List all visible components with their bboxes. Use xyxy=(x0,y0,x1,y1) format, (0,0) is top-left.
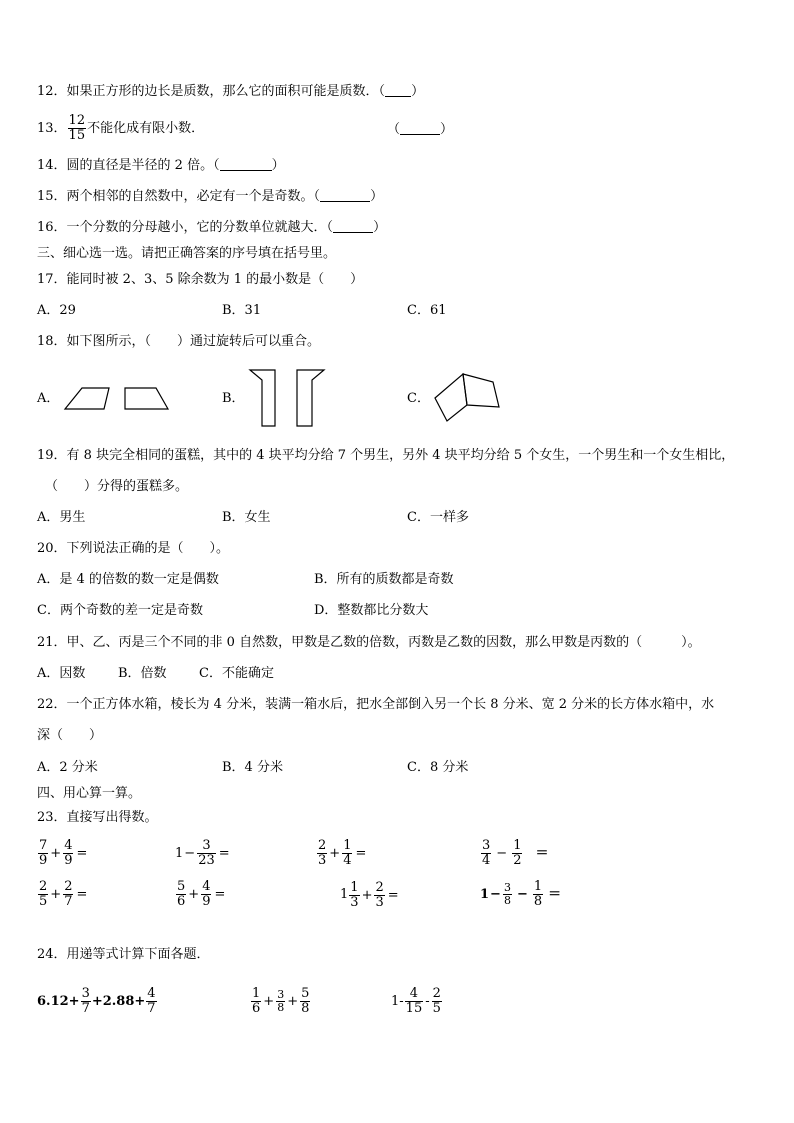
question-text: 圆的直径是半径的 2 倍。（ xyxy=(66,158,220,173)
fraction: $\frac{12}{15}$ xyxy=(68,113,86,143)
question-text: 不能化成有限小数． xyxy=(87,121,205,136)
question-12: 12．如果正方形的边长是质数，那么它的面积可能是质数．（ ） xyxy=(37,84,425,99)
question-21: 21．甲、乙、丙是三个不同的非 0 自然数，甲数是乙数的倍数，丙数是乙数的因数，那么甲数是丙数的（ ）。 xyxy=(37,635,701,650)
question-18: 18．如下图所示，（ ）通过旋转后可以重合。 xyxy=(37,334,321,349)
expression-6: $\frac{5}{6}$ + $\frac{4}{9}$ = xyxy=(177,879,226,909)
answer-blank[interactable] xyxy=(400,120,440,135)
answer-blank[interactable] xyxy=(220,156,272,171)
question-number: 15． xyxy=(37,189,67,204)
question-20: 20．下列说法正确的是（ ）。 xyxy=(37,541,230,556)
option-a[interactable]: A．是 4 的倍数的数一定是偶数 xyxy=(37,572,219,587)
answer-bracket: （ ） xyxy=(387,122,454,137)
question-text: 一个分数的分母越小，它的分数单位就越大．（ xyxy=(66,220,334,235)
question-22-cont: 深（ ） xyxy=(37,728,103,743)
option-c[interactable]: C．61 xyxy=(407,303,447,318)
calc-expression-2: $\frac{1}{6}$ + $\frac{3}{8}$ + $\frac{5}{8}$ xyxy=(252,986,310,1016)
rotated-quad-pair-figure xyxy=(430,370,505,425)
option-c[interactable]: C．两个奇数的差一定是奇数 xyxy=(37,603,203,618)
option-b[interactable]: B．4 分米 xyxy=(222,760,283,775)
option-a[interactable]: A． xyxy=(37,391,60,406)
section-heading: 三、细心选一选。请把正确答案的序号填在括号里。 xyxy=(37,246,337,261)
expression-8: 1− $\frac{3}{8}$ − $\frac{1}{8}$ ＝ xyxy=(480,879,562,909)
option-b[interactable]: B． xyxy=(222,391,245,406)
option-b[interactable]: B．31 xyxy=(222,303,262,318)
option-a[interactable]: A．2 分米 xyxy=(37,760,98,775)
question-number: 16． xyxy=(37,220,67,235)
bent-strip-pair-figure xyxy=(248,368,333,430)
answer-blank[interactable] xyxy=(385,82,411,97)
question-number: 14． xyxy=(37,158,67,173)
question-16: 16．一个分数的分母越小，它的分数单位就越大．（ ） xyxy=(37,220,387,235)
expression-2: 1− $\frac{3}{23}$ = xyxy=(175,838,230,868)
answer-blank[interactable] xyxy=(320,187,370,202)
section-heading: 四、用心算一算。 xyxy=(37,786,142,801)
question-19-cont: （ ）分得的蛋糕多。 xyxy=(45,479,189,494)
question-text: 两个相邻的自然数中，必定有一个是奇数。（ xyxy=(66,189,321,204)
question-17: 17．能同时被 2、3、5 除余数为 1 的最小数是（ ） xyxy=(37,272,364,287)
question-19: 19．有 8 块完全相同的蛋糕，其中的 4 块平均分给 7 个男生，另外 4 块平均分给 5 个女生，一个男生和一个女生相比， xyxy=(37,448,735,463)
option-a[interactable]: A．29 xyxy=(37,303,76,318)
calc-expression-1: 6.12+ $\frac{3}{7}$ +2.88+ $\frac{4}{7}$ xyxy=(37,986,156,1016)
option-c[interactable]: C．8 分米 xyxy=(407,760,469,775)
expression-5: $\frac{2}{5}$ + $\frac{2}{7}$ = xyxy=(39,879,88,909)
question-number: 13． xyxy=(37,121,67,136)
option-c[interactable]: C．一样多 xyxy=(407,510,469,525)
option-c[interactable]: C．不能确定 xyxy=(199,666,274,681)
question-15: 15．两个相邻的自然数中，必定有一个是奇数。（ ） xyxy=(37,189,384,204)
calc-expression-3: 1- $\frac{4}{15}$ - $\frac{2}{5}$ xyxy=(391,986,441,1016)
expression-3: $\frac{2}{3}$ + $\frac{1}{4}$ = xyxy=(318,838,367,868)
option-a[interactable]: A．男生 xyxy=(37,510,86,525)
question-24: 24．用递等式计算下面各题． xyxy=(37,947,210,962)
question-number: 12． xyxy=(37,84,67,99)
answer-blank[interactable] xyxy=(333,218,373,233)
option-d[interactable]: D．整数都比分数大 xyxy=(314,603,429,618)
question-13 xyxy=(37,111,204,147)
question-23: 23．直接写出得数。 xyxy=(37,810,158,825)
trapezoid-pair-figure xyxy=(60,383,175,413)
question-22: 22．一个正方体水箱，棱长为 4 分米，装满一箱水后，把水全部倒入另一个长 8 分米、宽 2 分米的长方体水箱中，水 xyxy=(37,697,715,712)
expression-1: $\frac{7}{9}$ + $\frac{4}{9}$ = xyxy=(39,838,88,868)
option-a[interactable]: A．因数 xyxy=(37,666,86,681)
question-14: 14．圆的直径是半径的 2 倍。（ ） xyxy=(37,158,285,173)
expression-4: $\frac{3}{4}$ − $\frac{1}{2}$ ＝ xyxy=(482,838,549,868)
option-c[interactable]: C． xyxy=(407,391,430,406)
option-b[interactable]: B．所有的质数都是奇数 xyxy=(314,572,454,587)
option-b[interactable]: B．女生 xyxy=(222,510,271,525)
option-b[interactable]: B．倍数 xyxy=(118,666,167,681)
question-text: 如果正方形的边长是质数，那么它的面积可能是质数．（ xyxy=(66,84,386,99)
expression-7: 1 $\frac{1}{3}$ + $\frac{2}{3}$ = xyxy=(340,879,399,910)
